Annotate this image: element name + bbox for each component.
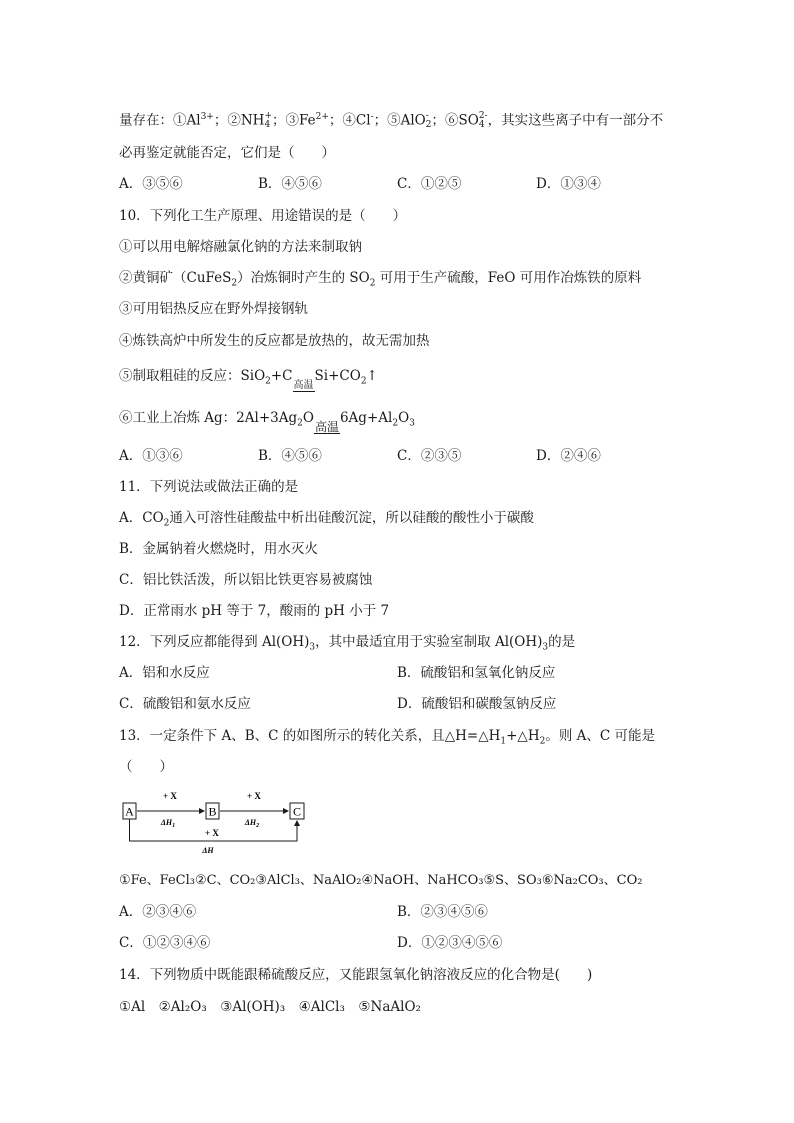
q11-stem: 11．下列说法或做法正确的是 [119,479,299,495]
arrow1-top: + X [163,791,177,801]
q13-option-d[interactable]: D．①②③④⑤⑥ [397,935,503,951]
q14-stem: 14．下列物质中既能跟稀硫酸反应，又能跟氢氧化钠溶液反应的化合物是( ) [119,967,593,983]
q11-option-b[interactable]: B．金属钠着火燃烧时，用水灭火 [119,541,318,557]
q14-items: ①Al ②Al₂O₃ ③Al(OH)₃ ④AlCl₃ ⑤NaAlO₂ [119,999,421,1015]
q10-option-d[interactable]: D．②④⑥ [536,448,601,464]
q12-stem: 12．下列反应都能得到 $Al(OH)_3$，其中最适宜用于实验室制取 $Al(OH)_3$的是 [119,634,576,653]
q13-option-c[interactable]: C．①②③④⑥ [119,935,211,951]
arrow1-bottom: $\Delta H_1$ [160,818,176,829]
node-c: C [292,804,302,819]
q10-option-b[interactable]: B．④⑤⑥ [258,448,322,464]
q10-item-6: ⑥工业上冶炼 Ag：$2Al+3Ag_2O$ 高温 $6Ag+Al_2O_3$ [119,410,415,434]
reaction-condition: 高温 [293,379,314,391]
q13-stem: 13．一定条件下 A、B、C 的如图所示的转化关系，且$\triangle H=\triangle H_1+\triangle H_2$。则 A、C 可能是 [119,728,655,747]
q12-option-d[interactable]: D．硫酸铝和碳酸氢钠反应 [397,696,557,712]
q13-paren: （ ） [119,759,173,775]
q10-item-4: ④炼铁高炉中所发生的反应都是放热的，故无需加热 [119,333,430,349]
q9-line1: 量存在：$①Al^{3+}$；②NH + 4 ；$③Fe^{2+}$；④Cl-；⑤AlO - 2 ；⑥SO 2- 4 ，其实这些离子中有一部分不 [119,111,664,130]
q12-option-a[interactable]: A．铝和水反应 [119,665,210,681]
reaction-condition: 高温 [314,419,339,434]
arrow3-bottom: ΔH [202,846,214,855]
q10-item-2: ②黄铜矿（CuFeS$_2$）冶炼铜时产生的 $SO_2$ 可用于生产硫酸，FeO 可用作冶炼铁的原料 [119,270,642,289]
q10-item-1: ①可以用电解熔融氯化钠的方法来制取钠 [119,239,362,255]
q12-option-b[interactable]: B．硫酸铝和氢氧化钠反应 [397,665,556,681]
q9-option-b[interactable]: B．④⑤⑥ [258,176,322,192]
q11-option-c[interactable]: C．铝比铁活泼，所以铝比铁更容易被腐蚀 [119,572,373,588]
arrow3-top: + X [205,828,219,838]
q9-option-c[interactable]: C．①②⑤ [397,176,462,192]
q9-line2: 必再鉴定就能否定，它们是（ ） [119,145,335,161]
q10-item-5: ⑤制取粗硅的反应：SiO$_2$+C 高温 $Si+CO_2↑$ [119,368,378,391]
q10-option-c[interactable]: C．②③⑤ [397,448,462,464]
q13-option-b[interactable]: B．②③④⑤⑥ [397,904,488,920]
q10-stem: 10．下列化工生产原理、用途错误的是（ ） [119,208,407,224]
q11-option-d[interactable]: D．正常雨水 pH 等于 7，酸雨的 pH 小于 7 [119,603,390,619]
q9-option-d[interactable]: D．①③④ [536,176,601,192]
conversion-diagram [120,787,310,857]
q10-item-3: ③可用铝热反应在野外焊接钢轨 [119,301,308,317]
q12-option-c[interactable]: C．硫酸铝和氨水反应 [119,696,251,712]
q13-choices: ①Fe、FeCl₃②C、CO₂③AlCl₃、NaAlO₂④NaOH、NaHCO₃⑤S、SO₃⑥Na₂CO₃、CO₂ [119,873,643,888]
q11-option-a[interactable]: A．$CO_2$通入可溶性硅酸盐中析出硅酸沉淀，所以硅酸的酸性小于碳酸 [119,510,534,529]
arrow2-bottom: $\Delta H_2$ [244,818,260,829]
node-b: B [208,804,217,819]
q10-option-a[interactable]: A．①③⑥ [119,448,183,464]
q13-option-a[interactable]: A．②③④⑥ [119,904,197,920]
q9-option-a[interactable]: A．③⑤⑥ [119,176,183,192]
node-a: A [125,804,134,819]
arrow2-top: + X [247,791,261,801]
